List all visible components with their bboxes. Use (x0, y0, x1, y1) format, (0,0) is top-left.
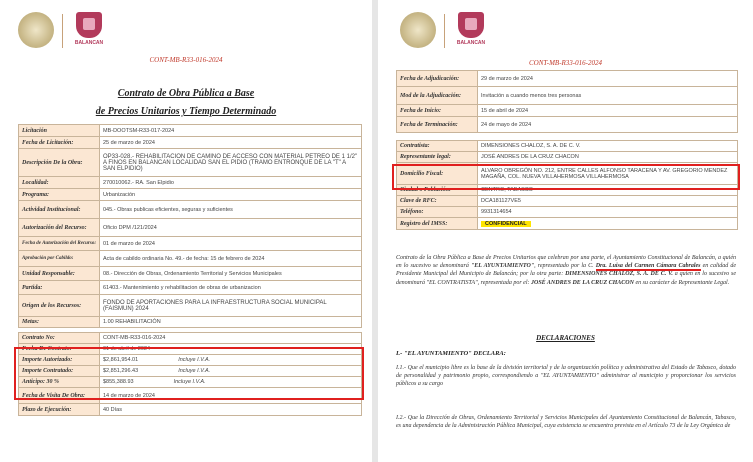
row-value: Acta de cabildo ordinaria No. 49.- de fecha: 15 de febrero de 2024 (100, 251, 362, 267)
table-row (19, 295, 362, 317)
table-row (19, 177, 362, 189)
row-label: Ciudad o Población: (397, 185, 478, 196)
row-value: JOSÉ ANDRES DE LA CRUZ CHACON (478, 152, 738, 163)
intro-text: a quien en lo sucesivo se denominará "EL CONTRATISTA", representada por el: (396, 271, 737, 286)
row-value: 15 de abril de 2024 (478, 105, 738, 117)
paragraph-i2: I.2.- Que la Dirección de Obras, Ordenamiento Territorial y Servicios Municipales del Ayuntamiento Constitucional de Balancán, Tabasco, es una dependencia de la Administración Pública Municipal, cuya existencia se encuentra prevista en el Artículo 73 de la Ley Orgánica de (396, 415, 736, 430)
table-row (397, 87, 738, 105)
amount: $2,851,296.43 (103, 368, 139, 374)
row-label: Domicilio Fiscal: (397, 163, 478, 185)
table-row (19, 219, 362, 237)
left-document-page (0, 0, 372, 462)
row-value: 29 de marzo de 2024 (478, 71, 738, 87)
row-value: CONT-MB-R33-016-2024 (100, 333, 362, 344)
paragraph-i1: I.1.- Que el municipio libre es la base de la división territorial y de la organización política y administrativa del Estado de Tabasco, dotado de personalidad y patrimonio propio, correspondiendo a "EL AYUNTAMIENTO" administrar al municipio y proporcionar los servicios públicos a su cargo (396, 365, 736, 388)
row-value: 14 de marzo de 2024 (100, 388, 362, 404)
address-highlight-box (392, 164, 740, 190)
row-value: ALVARO OBREGÓN NO. 212, ENTRE CALLES ALFONSO TARACENA Y AV. GREGORIO MENDEZ MAGAÑA, COL. NUEVA VILLAHERMOSA VILLAHERMOSA (478, 163, 738, 185)
row-value: 045.- Obras publicas eficientes, seguras y suficientes (100, 201, 362, 219)
row-value: DIMENSIONES CHALOZ, S. A. DE C. V. (478, 141, 738, 152)
intro-text: Contrato de la Obra Pública a Base de Precios Unitarios que celebran por una parte, el Ayuntamiento Constitucional de Balancán, a quién en lo sucesivo se denominará (396, 255, 736, 270)
crest-text: BALANCAN (456, 40, 486, 46)
row-label: Unidad Responsable: (19, 267, 100, 281)
document-code: CONT-MB-R33-016-2024 (149, 56, 223, 64)
table-row (397, 218, 738, 230)
table-spacer (397, 133, 738, 141)
balancan-crest-icon (454, 12, 488, 50)
row-value: OP33-028.- REHABILITACION DE CAMINO DE ACCESO CON MATERIAL PETREO DE 1 1/2" A FINOS EN BALANCAN LOCALIDAD SAN EL PIDIO (TRAMO ENTRONQUE DE LA "T" A SAN ELPIDIO) (100, 149, 362, 177)
row-value: 01 de abril de 2024 (100, 344, 362, 355)
row-value (478, 218, 738, 230)
row-value: 25 de marzo de 2024 (100, 137, 362, 149)
row-value: DCA181127VE5 (478, 196, 738, 207)
document-title-line1: Contrato de Obra Pública a Base (117, 88, 255, 99)
mexico-seal-icon (18, 12, 54, 48)
row-value: 1.00 REHABILITACIÓN (100, 317, 362, 328)
contractor-info-table (396, 70, 738, 230)
confidential-badge: CONFIDENCIAL (481, 221, 531, 227)
iva-note: Incluye I.V.A. (178, 357, 211, 363)
table-row (397, 207, 738, 218)
row-label: Actividad Institucional: (19, 201, 100, 219)
table-row (19, 333, 362, 344)
row-label: Contratista: (397, 141, 478, 152)
section-i-heading: I.- "EL AYUNTAMIENTO" DECLARA: (396, 350, 506, 357)
mexico-seal-icon (400, 12, 436, 48)
table-row (19, 149, 362, 177)
row-label: Fecha De Contrato: (19, 344, 100, 355)
balancan-crest-icon (72, 12, 106, 50)
president-name: Dra. Luisa del Carmen Cámara Cabrales (595, 263, 701, 270)
table-row (19, 267, 362, 281)
row-value: 270010062.- RA. San Elpidio (100, 177, 362, 189)
table-row (19, 189, 362, 201)
row-label: Descripción De la Obra: (19, 149, 100, 177)
row-value: 9931314654 (478, 207, 738, 218)
row-value: 61403.- Mantenimiento y rehabilitacion de obras de urbanizacion (100, 281, 362, 295)
row-label: Representante legal: (397, 152, 478, 163)
row-label: Fecha de Autorización del Recurso: (19, 237, 100, 251)
row-value: 01 de marzo de 2024 (100, 237, 362, 251)
row-value: CENTRO, TABASCO (478, 185, 738, 196)
document-code: CONT-MB-R33-016-2024 (529, 59, 602, 67)
table-row (19, 317, 362, 328)
table-row (397, 141, 738, 152)
row-label: Origen de los Recursos: (19, 295, 100, 317)
row-label: Localidad: (19, 177, 100, 189)
logo-divider (444, 14, 445, 48)
row-value: MB-DOOTSM-R33-017-2024 (100, 125, 362, 137)
table-row (19, 404, 362, 416)
row-value: Urbanización (100, 189, 362, 201)
row-value: FONDO DE APORTACIONES PARA LA INFRAESTRUCTURA SOCIAL MUNICIPAL (FAISMUN) 2024 (100, 295, 362, 317)
table-row (19, 201, 362, 219)
intro-text: , representado por la C. (534, 263, 594, 270)
intro-text: en su carácter de Representante Legal. (635, 279, 730, 286)
row-value: Invitación a cuando menos tres personas (478, 87, 738, 105)
row-label: Anticipo: 30 % (19, 377, 100, 388)
row-label: Importe Contratado: (19, 366, 100, 377)
row-label: Importe Autorizado: (19, 355, 100, 366)
row-label: Fecha de Adjudicación: (397, 71, 478, 87)
row-label: Contrato No: (19, 333, 100, 344)
table-row (19, 251, 362, 267)
crest-text: BALANCAN (74, 40, 104, 46)
row-label: Autorización del Recurso: (19, 219, 100, 237)
row-label: Fecha de Inicio: (397, 105, 478, 117)
table-row (19, 281, 362, 295)
right-document-page (378, 0, 753, 462)
row-value: 40 Días (100, 404, 362, 416)
iva-note: Incluye I.V.A. (173, 379, 206, 385)
table-row (397, 71, 738, 87)
row-label: Fecha de Visita De Obra: (19, 388, 100, 404)
table-row (397, 196, 738, 207)
contract-highlight-box (14, 347, 364, 400)
intro-ayuntamiento: "EL AYUNTAMIENTO" (470, 263, 535, 270)
table-row (19, 137, 362, 149)
amount: $2,861,954.01 (103, 357, 139, 363)
row-label: Aprobación por Cabildo: (19, 251, 100, 267)
table-row (19, 237, 362, 251)
row-label: Plazo de Ejecución: (19, 404, 100, 416)
row-label: Programa: (19, 189, 100, 201)
logo-divider (62, 14, 63, 48)
row-label: Metas: (19, 317, 100, 328)
intro-text: en calidad de Presidente Municipal del Municipio de Balancán; por la otra parte: (396, 263, 737, 278)
row-label: Fecha de Terminación: (397, 117, 478, 133)
contract-intro-paragraph (396, 254, 736, 287)
row-label: Fecha de Licitación: (19, 137, 100, 149)
table-row (397, 105, 738, 117)
row-label: Mod de la Adjudicación: (397, 87, 478, 105)
row-label: Registro del IMSS: (397, 218, 478, 230)
table-row (19, 125, 362, 137)
intro-representative: JOSÉ ANDRES DE LA CRUZ CHACON (530, 279, 634, 286)
declarations-heading: DECLARACIONES (536, 334, 595, 342)
intro-company: DIMENSIONES CHALOZ, S. A. DE C. V. (565, 271, 673, 278)
document-title-line2: de Precios Unitarios y Tiempo Determinado (95, 106, 277, 117)
row-value: 24 de mayo de 2024 (478, 117, 738, 133)
row-label: Partida: (19, 281, 100, 295)
row-label: Licitación (19, 125, 100, 137)
table-row (397, 152, 738, 163)
table-row (397, 117, 738, 133)
row-value: 08.- Dirección de Obras, Ordenamiento Territorial y Servicios Municipales (100, 267, 362, 281)
amount: $855,388.93 (103, 379, 134, 385)
row-label: Teléfono: (397, 207, 478, 218)
iva-note: Incluye I.V.A. (178, 368, 211, 374)
row-label: Clave de RFC: (397, 196, 478, 207)
row-value: Oficio DPM /121/2024 (100, 219, 362, 237)
